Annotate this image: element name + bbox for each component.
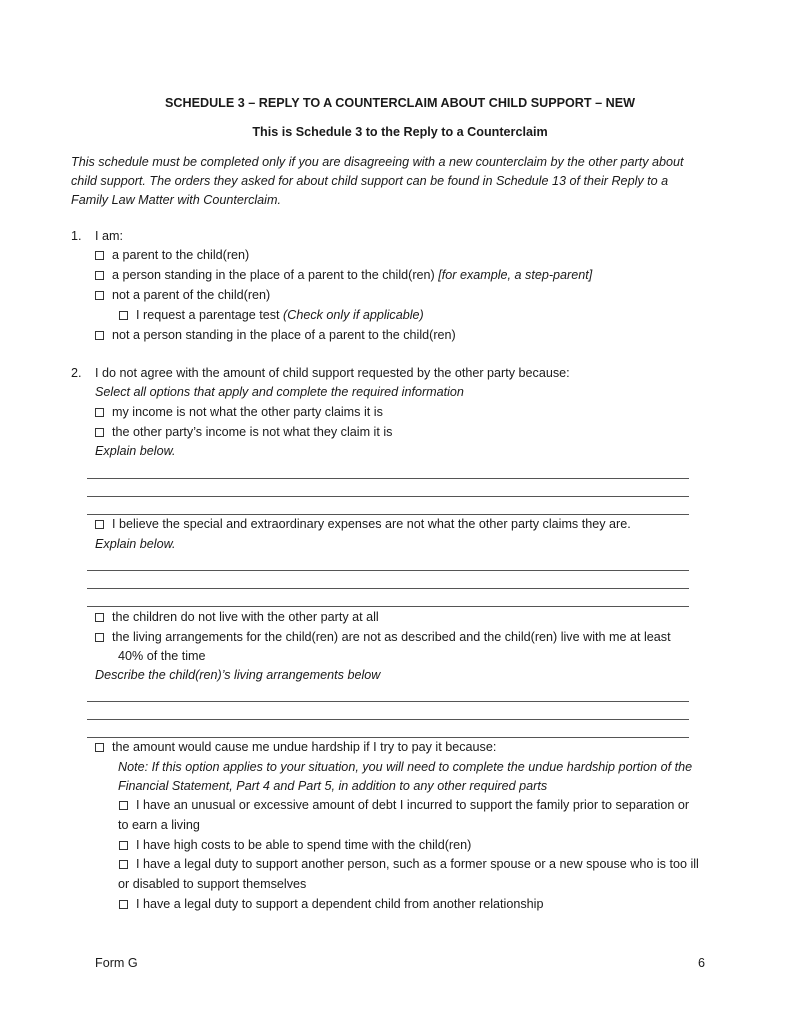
option-label: my income is not what the other party claims it is <box>112 405 383 419</box>
q2-label: I do not agree with the amount of child support requested by the other party because: <box>95 366 570 380</box>
q2-option-hardship <box>95 740 496 754</box>
q1-option-not-parent <box>95 288 270 302</box>
intro-line-1: This schedule must be completed only if you are disagreeing with a new counterclaim by the other party about <box>71 155 684 169</box>
answer-line[interactable] <box>87 701 689 702</box>
option-label-continued: 40% of the time <box>118 649 206 663</box>
q2-option-special-expenses <box>95 517 631 531</box>
checkbox[interactable] <box>95 613 104 622</box>
footer-form-name: Form G <box>95 956 138 970</box>
answer-line[interactable] <box>87 588 689 589</box>
option-note: [for example, a step-parent] <box>438 268 593 282</box>
intro-line-3: Family Law Matter with Counterclaim. <box>71 193 281 207</box>
intro-line-2: child support. The orders they asked for about child support can be found in Schedule 13 of their Reply to a <box>71 174 669 188</box>
checkbox[interactable] <box>95 331 104 340</box>
checkbox[interactable] <box>95 428 104 437</box>
checkbox[interactable] <box>95 520 104 529</box>
q1-option-parent <box>95 248 249 262</box>
hardship-option-legal-duty <box>119 857 699 871</box>
page-subtitle: This is Schedule 3 to the Reply to a Counterclaim <box>252 125 548 139</box>
q2-option-living-arrangements <box>95 630 671 644</box>
checkbox[interactable] <box>95 743 104 752</box>
option-label: I request a parentage test <box>136 308 280 322</box>
checkbox[interactable] <box>95 291 104 300</box>
q2-option-not-live <box>95 610 379 624</box>
option-label: not a person standing in the place of a parent to the child(ren) <box>112 328 456 342</box>
checkbox[interactable] <box>95 271 104 280</box>
checkbox[interactable] <box>95 408 104 417</box>
answer-line[interactable] <box>87 478 689 479</box>
hardship-option-debt <box>119 798 689 812</box>
q2-option-my-income <box>95 405 383 419</box>
q1-number: 1. <box>71 229 82 243</box>
q1-label: I am: <box>95 229 123 243</box>
explain-label: Explain below. <box>95 537 176 551</box>
hardship-note-line-1: Note: If this option applies to your situation, you will need to complete the undue hardship portion of the <box>118 760 693 774</box>
option-label: the living arrangements for the child(ren) are not as described and the child(ren) live with me at least <box>112 630 671 644</box>
hardship-note-line-2: Financial Statement, Part 4 and Part 5, in addition to any other required parts <box>118 779 548 793</box>
option-label: I have an unusual or excessive amount of debt I incurred to support the family prior to separation or <box>136 798 690 812</box>
checkbox[interactable] <box>119 841 128 850</box>
answer-line[interactable] <box>87 606 689 607</box>
option-label-continued: or disabled to support themselves <box>118 877 307 891</box>
q2-number: 2. <box>71 366 82 380</box>
hardship-option-dependent-child <box>119 897 543 911</box>
option-label: the amount would cause me undue hardship if I try to pay it because: <box>112 740 497 754</box>
option-label: I believe the special and extraordinary expenses are not what the other party claims they are. <box>112 517 631 531</box>
q1-option-standing <box>95 268 592 282</box>
q1-option-not-standing <box>95 328 456 342</box>
answer-line[interactable] <box>87 737 689 738</box>
answer-line[interactable] <box>87 496 689 497</box>
describe-label: Describe the child(ren)’s living arrangements below <box>95 668 381 682</box>
checkbox[interactable] <box>119 801 128 810</box>
option-label: I have a legal duty to support another person, such as a former spouse or a new spouse who is too ill <box>136 857 699 871</box>
option-label: I have a legal duty to support a dependent child from another relationship <box>136 897 544 911</box>
explain-label: Explain below. <box>95 444 176 458</box>
q1-option-parentage-test <box>119 308 424 322</box>
option-label: the other party’s income is not what they claim it is <box>112 425 393 439</box>
option-label: the children do not live with the other party at all <box>112 610 379 624</box>
page-title: SCHEDULE 3 – REPLY TO A COUNTERCLAIM ABOUT CHILD SUPPORT – NEW <box>165 96 635 110</box>
q2-instruction: Select all options that apply and complete the required information <box>95 385 464 399</box>
q2-option-other-income <box>95 425 392 439</box>
option-label-continued: to earn a living <box>118 818 200 832</box>
checkbox[interactable] <box>119 860 128 869</box>
checkbox[interactable] <box>95 251 104 260</box>
checkbox[interactable] <box>119 311 128 320</box>
page-number: 6 <box>698 956 706 970</box>
answer-line[interactable] <box>87 719 689 720</box>
option-label: I have high costs to be able to spend time with the child(ren) <box>136 838 472 852</box>
answer-line[interactable] <box>87 514 689 515</box>
answer-line[interactable] <box>87 570 689 571</box>
checkbox[interactable] <box>95 633 104 642</box>
option-label: not a parent of the child(ren) <box>112 288 271 302</box>
hardship-option-costs <box>119 838 471 852</box>
option-note: (Check only if applicable) <box>283 308 424 322</box>
checkbox[interactable] <box>119 900 128 909</box>
option-label: a person standing in the place of a parent to the child(ren) <box>112 268 435 282</box>
option-label: a parent to the child(ren) <box>112 248 250 262</box>
